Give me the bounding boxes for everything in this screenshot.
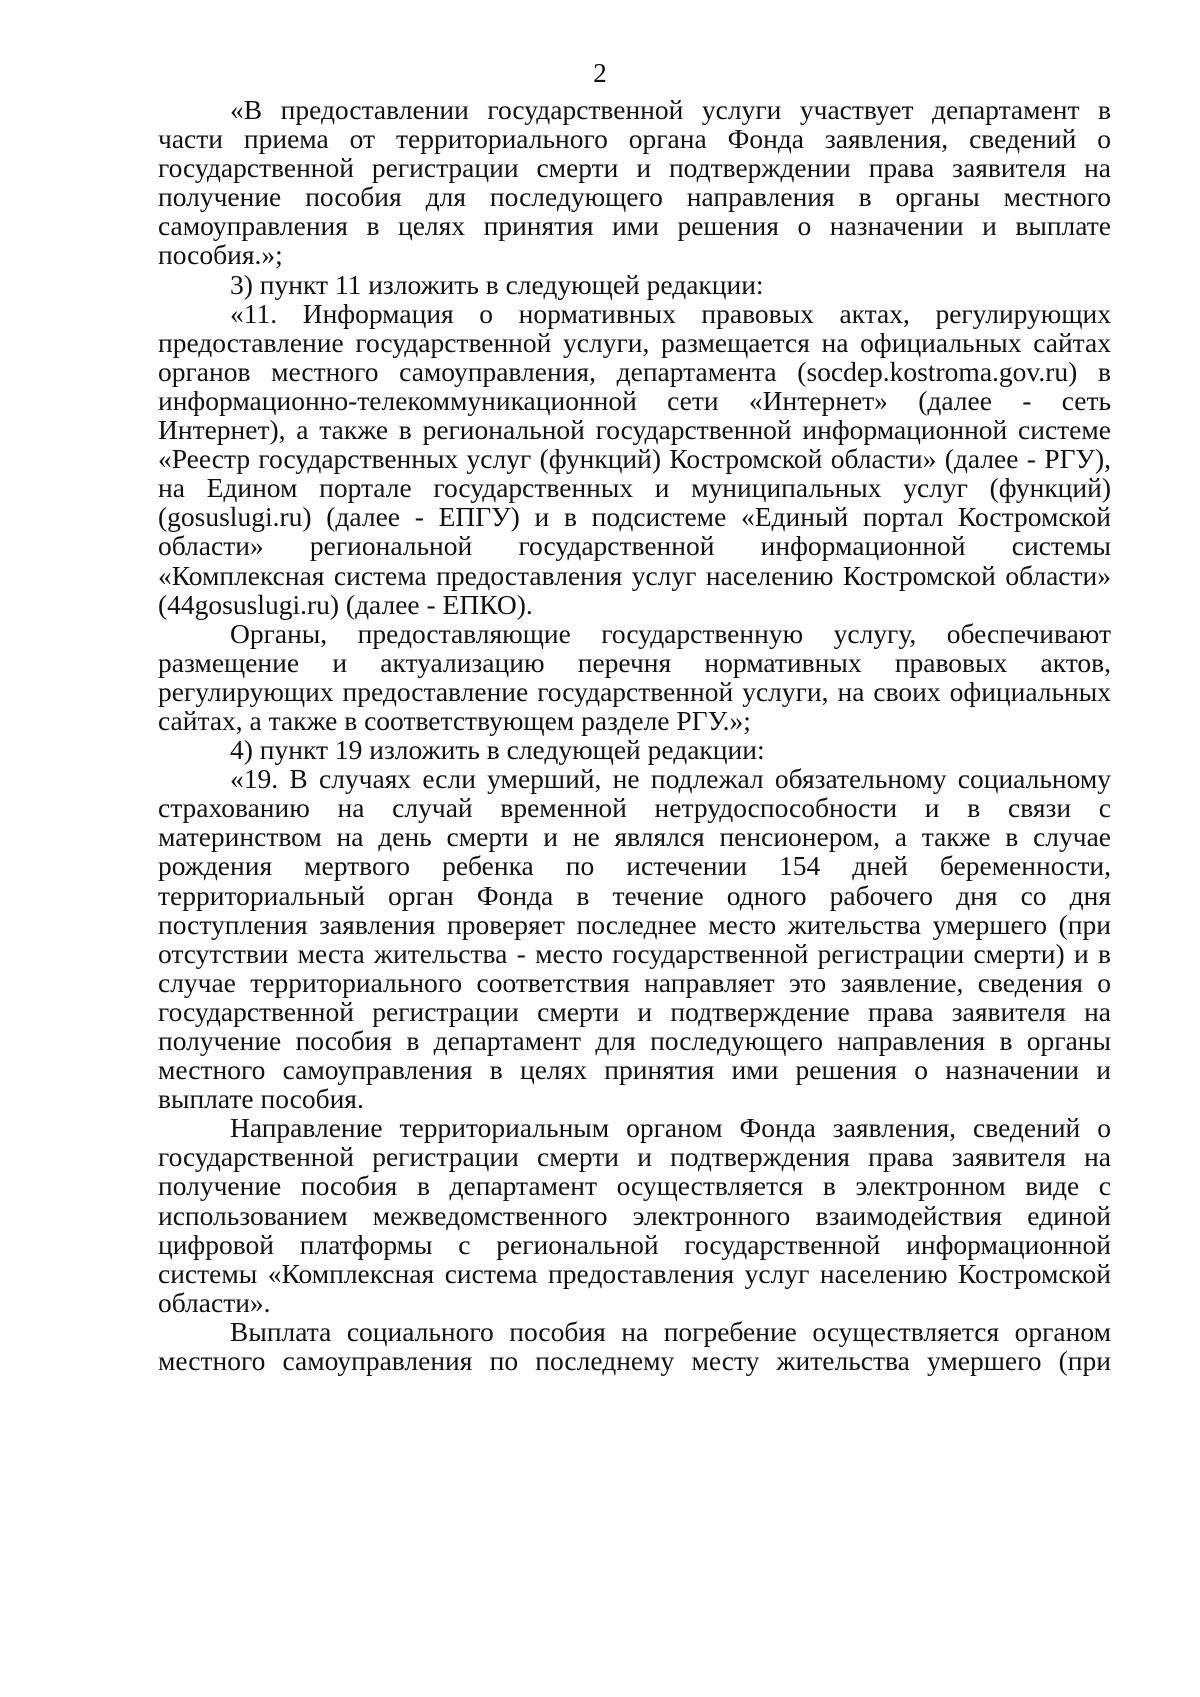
paragraph-item-3-heading: 3) пункт 11 изложить в следующей редакции:	[230, 268, 764, 300]
paragraph-service-participation: «В предоставлении государственной услуги участвует департамент в части приема от территориального органа Фонда заявления, сведений о государственной регистрации смерти и подтверждении права заявителя на получение пособия для последующего направления в органы местного самоуправления в целях принятия ими решения о назначении и выплате пособия.»;	[158, 94, 1111, 271]
paragraph-burial-payment: Выплата социального пособия на погребение осуществляется органом местного самоуправления по последнему месту жительства умершего (при	[158, 1315, 1111, 1377]
paragraph-electronic-transfer: Направление территориальным органом Фонда заявления, сведений о государственной регистрации смерти и подтверждения права заявителя на получение пособия в департамент осуществляется в электронном виде с использованием межведомственного электронного взаимодействия единой цифровой платформы с региональной государственной информационной системы «Комплексная система предоставления услуг населению Костромской области».	[158, 1112, 1111, 1318]
paragraph-item-19-text: «19. В случаях если умерший, не подлежал обязательному социальному страхованию на случай временной нетрудоспособности и в связи с материнством на день смерти и не являлся пенсионером, а также в случае рождения мертвого ребенка по истечении 154 дней беременности, территориальный орган Фонда в течение одного рабочего дня со дня поступления заявления проверяет последнее место жительства умершего (при отсутствии места жительства - место государственной регистрации смерти) и в случае территориального соответствия направляет это заявление, сведения о государственной регистрации смерти и подтверждение права заявителя на получение пособия в департамент для последующего направления в органы местного самоуправления в целях принятия ими решения о назначении и выплате пособия.	[158, 763, 1111, 1115]
page-number: 2	[593, 58, 607, 88]
paragraph-item-11-text: «11. Информация о нормативных правовых актах, регулирующих предоставление государственной услуги, размещается на официальных сайтах органов местного самоуправления, департамента (socdep.kostroma.gov.ru) в информационно-телекоммуникационной сети «Интернет» (далее - сеть Интернет), а также в региональной государственной информационной системе «Реестр государственных услуг (функций) Костромской области» (далее - РГУ), на Едином портале государственных и муниципальных услуг (функций) (gosuslugi.ru) (далее - ЕПГУ) и в подсистеме «Единый портал Костромской области» региональной государственной информационной системы «Комплексная система предоставления услуг населению Костромской области» (44gosuslugi.ru) (далее - ЕПКО).	[158, 297, 1111, 620]
document-body	[158, 95, 1111, 1375]
paragraph-item-4-heading: 4) пункт 19 изложить в следующей редакции:	[230, 734, 765, 766]
paragraph-bodies-publication: Органы, предоставляющие государственную услугу, обеспечивают размещение и актуализацию перечня нормативных правовых актов, регулирующих предоставление государственной услуги, на своих официальных сайтах, а также в соответствующем разделе РГУ.»;	[158, 617, 1111, 736]
